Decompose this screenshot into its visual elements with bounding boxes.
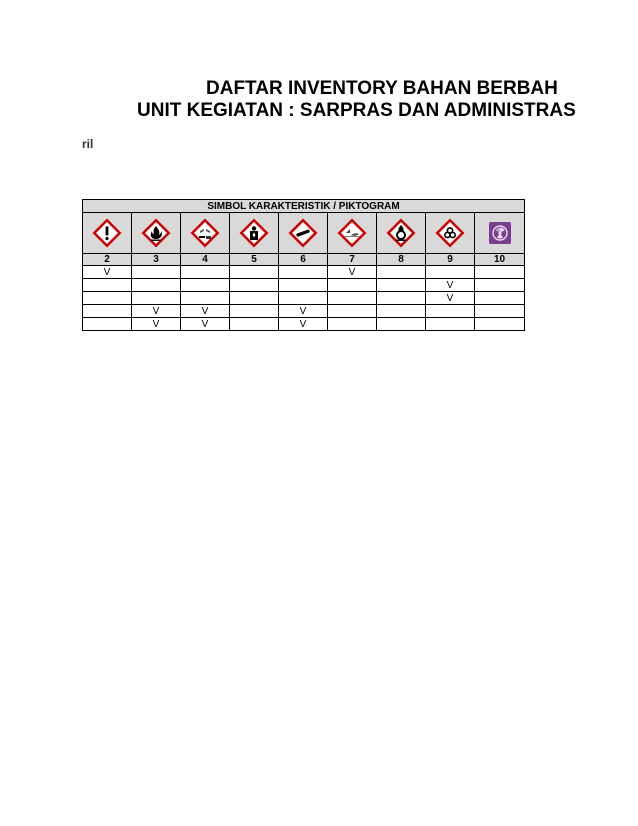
table-cell xyxy=(181,279,230,292)
column-number: 7 xyxy=(328,254,377,266)
column-number-row xyxy=(83,254,525,266)
table-cell xyxy=(475,279,525,292)
table-cell xyxy=(230,305,279,318)
table-cell xyxy=(377,318,426,331)
corrosion-icon xyxy=(190,218,220,248)
pictogram-cell xyxy=(279,213,328,254)
table-header: SIMBOL KARAKTERISTIK / PIKTOGRAM xyxy=(83,200,525,213)
table-cell xyxy=(279,279,328,292)
flame-icon xyxy=(141,218,171,248)
table-cell xyxy=(377,292,426,305)
table-cell xyxy=(475,292,525,305)
environment-icon xyxy=(337,218,367,248)
table-cell xyxy=(475,318,525,331)
document-subtitle: UNIT KEGIATAN : SARPRAS DAN ADMINISTRAS xyxy=(137,100,576,121)
table-cell xyxy=(279,266,328,279)
table-cell: V xyxy=(132,318,181,331)
table-row xyxy=(83,279,525,292)
column-number: 8 xyxy=(377,254,426,266)
pictogram-cell xyxy=(132,213,181,254)
pictogram-cell xyxy=(426,213,475,254)
table-cell: V xyxy=(426,279,475,292)
table-cell xyxy=(83,292,132,305)
table-cell xyxy=(377,305,426,318)
table-cell xyxy=(475,266,525,279)
radiation-icon xyxy=(488,221,512,245)
table-cell xyxy=(279,292,328,305)
table-row xyxy=(83,292,525,305)
table-cell xyxy=(181,266,230,279)
table-cell xyxy=(377,279,426,292)
table-cell xyxy=(230,279,279,292)
pictogram-row xyxy=(83,213,525,254)
pictogram-cell xyxy=(475,213,525,254)
table-cell xyxy=(230,266,279,279)
title-clip-2 xyxy=(0,100,576,124)
table-cell: V xyxy=(279,305,328,318)
table-cell: V xyxy=(279,318,328,331)
table-cell xyxy=(328,279,377,292)
table-cell xyxy=(377,266,426,279)
title-clip-1 xyxy=(0,78,558,102)
table-row xyxy=(83,318,525,331)
table-cell xyxy=(230,318,279,331)
document-title: DAFTAR INVENTORY BAHAN BERBAH xyxy=(206,78,558,99)
column-number: 2 xyxy=(83,254,132,266)
pictogram-cell xyxy=(83,213,132,254)
pictogram-cell xyxy=(230,213,279,254)
table-cell xyxy=(328,318,377,331)
column-number: 3 xyxy=(132,254,181,266)
table-cell: V xyxy=(83,266,132,279)
pictogram-cell xyxy=(377,213,426,254)
table-cell xyxy=(181,292,230,305)
table-cell: V xyxy=(132,305,181,318)
table-cell: V xyxy=(181,318,230,331)
table-cell: V xyxy=(426,292,475,305)
column-number: 4 xyxy=(181,254,230,266)
pictogram-table xyxy=(82,199,525,331)
table-cell xyxy=(83,305,132,318)
table-cell xyxy=(426,305,475,318)
table-cell xyxy=(475,305,525,318)
exclamation-mark-icon xyxy=(92,218,122,248)
table-row xyxy=(83,305,525,318)
column-number: 9 xyxy=(426,254,475,266)
table-cell xyxy=(83,279,132,292)
column-number: 10 xyxy=(475,254,525,266)
table-cell xyxy=(132,279,181,292)
pictogram-cell xyxy=(328,213,377,254)
health-hazard-icon xyxy=(239,218,269,248)
gas-cylinder-icon xyxy=(288,218,318,248)
table-cell xyxy=(426,266,475,279)
column-number: 5 xyxy=(230,254,279,266)
column-number: 6 xyxy=(279,254,328,266)
table-cell xyxy=(83,318,132,331)
table-cell xyxy=(328,292,377,305)
table-cell xyxy=(132,292,181,305)
table-cell: V xyxy=(181,305,230,318)
flame-over-circle-icon xyxy=(386,218,416,248)
table-cell: V xyxy=(328,266,377,279)
table-row xyxy=(83,266,525,279)
cut-off-text: ril xyxy=(82,137,94,151)
biohazard-icon xyxy=(435,218,465,248)
table-cell xyxy=(328,305,377,318)
pictogram-cell xyxy=(181,213,230,254)
table-cell xyxy=(132,266,181,279)
table-cell xyxy=(426,318,475,331)
table-cell xyxy=(230,292,279,305)
